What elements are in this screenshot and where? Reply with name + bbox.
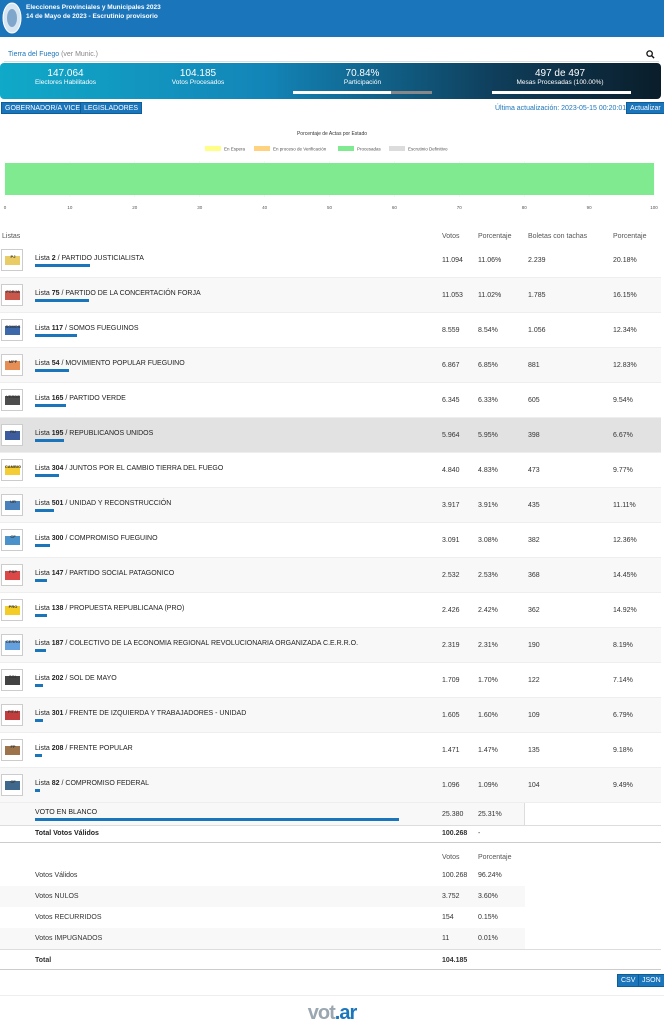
tick-label: 60 xyxy=(391,205,397,210)
mesas-bar-fill xyxy=(492,91,631,94)
header-listas: Listas xyxy=(2,233,21,240)
party-name[interactable]: Lista 165 / PARTIDO VERDE xyxy=(35,395,126,402)
district-search[interactable] xyxy=(4,48,659,62)
summary-votes: 100.268 xyxy=(442,872,468,879)
party-logo xyxy=(1,669,23,691)
party-name[interactable]: Lista 301 / FRENTE DE IZQUIERDA Y TRABAJADORES - UNIDAD xyxy=(35,710,247,717)
table-row[interactable] xyxy=(0,243,661,278)
votes-cell: 2.532 xyxy=(442,572,460,579)
party-name[interactable]: Lista 75 / PARTIDO DE LA CONCERTACIÓN FORJA xyxy=(35,290,201,297)
tachas-percent-cell: 14.92% xyxy=(613,607,637,614)
chart-title: Porcentaje de Actas por Estado xyxy=(296,131,368,137)
tachas-cell: 135 xyxy=(528,747,540,754)
vote-share-bar xyxy=(35,684,43,687)
tachas-cell: 104 xyxy=(528,782,540,789)
tachas-cell: 435 xyxy=(528,502,540,509)
tachas-percent-cell: 7.14% xyxy=(613,677,633,684)
summary-percent: 0.15% xyxy=(478,914,498,921)
tachas-percent-cell: 9.49% xyxy=(613,782,633,789)
legend-swatch xyxy=(389,146,405,151)
summary-label: Votos RECURRIDOS xyxy=(35,914,102,921)
summary-header-porcentaje: Porcentaje xyxy=(478,854,512,861)
party-logo-text: FIT-U xyxy=(8,709,18,714)
percent-cell: 5.95% xyxy=(478,432,498,439)
vote-share-bar xyxy=(35,334,77,337)
summary-votes: 11 xyxy=(442,935,450,942)
tick-label: 20 xyxy=(132,205,138,210)
party-name[interactable]: Lista 82 / COMPROMISO FEDERAL xyxy=(35,780,150,787)
tachas-percent-cell: 9.54% xyxy=(613,397,633,404)
summary-votes: 154 xyxy=(442,914,454,921)
percent-cell: 8.54% xyxy=(478,327,498,334)
votes-cell: 6.867 xyxy=(442,362,460,369)
votes-cell: 2.319 xyxy=(442,642,460,649)
party-logo xyxy=(1,599,23,621)
party-name[interactable]: Lista 501 / UNIDAD Y RECONSTRUCCIÓN xyxy=(35,500,172,507)
footer xyxy=(0,995,664,1024)
total-valid-votes: 100.268 xyxy=(442,830,468,837)
search-icon[interactable] xyxy=(646,50,655,59)
party-logo-text: CAMBIO xyxy=(4,464,22,469)
percent-cell: 4.83% xyxy=(478,467,498,474)
party-name[interactable]: Lista 187 / COLECTIVO DE LA ECONOMIA REGIONAL REVOLUCIONARIA ORGANIZADA C.E.R.R.O. xyxy=(35,640,359,647)
table-row[interactable] xyxy=(0,278,661,313)
percent-cell: 6.33% xyxy=(478,397,498,404)
tachas-cell: 2.239 xyxy=(528,257,546,264)
legend-swatch xyxy=(338,146,354,151)
download-csv-button[interactable]: CSV xyxy=(617,974,639,987)
summary-row xyxy=(0,928,525,949)
total-valid-label: Total Votos Válidos xyxy=(35,830,99,837)
party-logo-text: PRO xyxy=(8,604,18,609)
header-porcentaje: Porcentaje xyxy=(478,233,512,240)
header-votos: Votos xyxy=(442,233,460,240)
tachas-percent-cell: 20.18% xyxy=(613,257,637,264)
party-logo xyxy=(1,564,23,586)
participation-bar-fill xyxy=(293,91,391,94)
tick-label: 40 xyxy=(262,205,268,210)
total-valid-percent: - xyxy=(478,830,481,837)
summary-label: Votos Válidos xyxy=(35,872,78,879)
party-name[interactable]: Lista 195 / REPUBLICANOS UNIDOS xyxy=(35,430,154,437)
party-name[interactable]: Lista 117 / SOMOS FUEGUINOS xyxy=(35,325,139,332)
tachas-cell: 398 xyxy=(528,432,540,439)
party-logo-text: CERRO xyxy=(5,639,21,644)
party-logo-text: SOMOS xyxy=(5,324,21,329)
legend-label: Procesadas xyxy=(357,146,381,152)
vote-share-bar xyxy=(35,649,46,652)
vote-share-bar xyxy=(35,474,59,477)
vote-share-bar xyxy=(35,579,47,582)
tab-gobernador[interactable]: GOBERNADOR/A VICE xyxy=(1,102,84,114)
party-logo-text: RU xyxy=(10,429,16,434)
top-bar xyxy=(0,0,664,37)
summary-header-votos: Votos xyxy=(442,854,460,861)
vote-share-bar xyxy=(35,369,69,372)
votes-cell: 1.709 xyxy=(442,677,460,684)
table-row[interactable] xyxy=(0,733,661,768)
legend-label: En proceso de Verificación xyxy=(273,146,327,152)
vote-share-bar xyxy=(35,509,54,512)
tachas-cell: 190 xyxy=(528,642,540,649)
table-row[interactable] xyxy=(0,698,661,733)
tab-legisladores[interactable]: LEGISLADORES xyxy=(80,102,142,114)
tachas-cell: 1.056 xyxy=(528,327,546,334)
percent-cell: 2.53% xyxy=(478,572,498,579)
party-name[interactable]: Lista 300 / COMPROMISO FUEGUINO xyxy=(35,535,158,542)
summary-percent: 96.24% xyxy=(478,872,502,879)
percent-cell: 3.08% xyxy=(478,537,498,544)
blank-votes-cell: 25.380 xyxy=(442,811,464,818)
votes-cell: 1.096 xyxy=(442,782,460,789)
blank-percent-cell: 25.31% xyxy=(478,811,502,818)
tachas-percent-cell: 12.34% xyxy=(613,327,637,334)
party-logo xyxy=(1,704,23,726)
tachas-percent-cell: 12.36% xyxy=(613,537,637,544)
legend-label: En Espera xyxy=(224,146,246,152)
tick-label: 70 xyxy=(456,205,462,210)
percent-cell: 3.91% xyxy=(478,502,498,509)
summary-stats-panel xyxy=(0,63,661,99)
summary-label: Votos IMPUGNADOS xyxy=(35,935,103,942)
table-row[interactable] xyxy=(0,558,661,593)
party-logo xyxy=(1,424,23,446)
table-row[interactable] xyxy=(0,453,661,488)
election-subtitle: 14 de Mayo de 2023 - Escrutinio provisorio xyxy=(26,13,158,20)
table-row[interactable] xyxy=(0,663,661,698)
tachas-cell: 881 xyxy=(528,362,540,369)
vote-share-bar xyxy=(35,439,64,442)
tachas-cell: 1.785 xyxy=(528,292,546,299)
votes-cell: 3.091 xyxy=(442,537,460,544)
votes-cell: 6.345 xyxy=(442,397,460,404)
tachas-percent-cell: 8.19% xyxy=(613,642,633,649)
party-logo xyxy=(1,284,23,306)
stat-participacion: 70.84% Participación xyxy=(343,68,382,86)
tachas-cell: 605 xyxy=(528,397,540,404)
table-row[interactable] xyxy=(0,383,661,418)
tick-label: 0 xyxy=(3,205,7,210)
percent-cell: 1.47% xyxy=(478,747,498,754)
votes-cell: 2.426 xyxy=(442,607,460,614)
votes-cell: 4.840 xyxy=(442,467,460,474)
summary-total-label: Total xyxy=(35,957,52,964)
party-logo-text: PSP xyxy=(8,569,17,574)
blank-vote-bar xyxy=(35,818,399,821)
vote-share-bar xyxy=(35,789,40,792)
party-logo-text: UR xyxy=(10,499,16,504)
table-row[interactable] xyxy=(0,523,661,558)
table-row[interactable] xyxy=(0,593,661,628)
percent-cell: 2.31% xyxy=(478,642,498,649)
party-logo xyxy=(1,634,23,656)
vote-share-bar xyxy=(35,614,47,617)
legend-swatch xyxy=(254,146,270,151)
summary-label: Votos NULOS xyxy=(35,893,79,900)
party-logo xyxy=(1,319,23,341)
tick-label: 30 xyxy=(197,205,203,210)
tick-label: 80 xyxy=(521,205,527,210)
votes-cell: 3.917 xyxy=(442,502,460,509)
summary-row xyxy=(0,907,525,928)
stat-votos: 104.185 Votos Procesados xyxy=(171,68,225,86)
tachas-percent-cell: 6.79% xyxy=(613,712,633,719)
blank-vote-row xyxy=(0,803,525,825)
tachas-percent-cell: 12.83% xyxy=(613,362,637,369)
tachas-percent-cell: 11.11% xyxy=(613,502,636,509)
table-row[interactable] xyxy=(0,313,661,348)
party-logo xyxy=(1,389,23,411)
header-porcentaje-tachas: Porcentaje xyxy=(613,233,647,240)
votes-cell: 11.094 xyxy=(442,257,463,264)
summary-row xyxy=(0,886,525,907)
tick-label: 10 xyxy=(67,205,73,210)
summary-total-row xyxy=(0,949,661,970)
vote-share-bar xyxy=(35,264,90,267)
party-logo-text: PJ xyxy=(10,254,16,259)
party-logo xyxy=(1,739,23,761)
table-row[interactable] xyxy=(0,488,661,523)
party-logo-text: FP xyxy=(10,744,16,749)
party-name[interactable]: Lista 208 / FRENTE POPULAR xyxy=(35,745,133,752)
tachas-cell: 122 xyxy=(528,677,540,684)
tick-label: 100 xyxy=(650,205,658,210)
summary-total-votes: 104.185 xyxy=(442,957,468,964)
party-logo-text: CF xyxy=(10,779,16,784)
party-logo-text: MPF xyxy=(8,359,18,364)
party-name[interactable]: Lista 202 / SOL DE MAYO xyxy=(35,675,117,682)
party-logo xyxy=(1,459,23,481)
percent-cell: 1.70% xyxy=(478,677,498,684)
tachas-cell: 368 xyxy=(528,572,540,579)
votes-cell: 11.053 xyxy=(442,292,463,299)
party-name[interactable]: Lista 138 / PROPUESTA REPUBLICANA (PRO) xyxy=(35,605,185,612)
party-name[interactable]: Lista 2 / PARTIDO JUSTICIALISTA xyxy=(35,255,144,262)
bar-segment xyxy=(5,163,654,195)
party-logo xyxy=(1,354,23,376)
election-title: Elecciones Provinciales y Municipales 2023 xyxy=(26,4,161,11)
party-logo-text: VERDE xyxy=(6,394,20,399)
table-row[interactable] xyxy=(0,348,661,383)
percent-cell: 1.09% xyxy=(478,782,498,789)
party-logo xyxy=(1,774,23,796)
tachas-cell: 362 xyxy=(528,607,540,614)
vote-share-bar xyxy=(35,299,89,302)
total-valid-row xyxy=(0,825,661,843)
actas-status-chart xyxy=(0,126,664,216)
table-row[interactable] xyxy=(0,628,661,663)
summary-percent: 3.60% xyxy=(478,893,498,900)
legend-label: Escrutinio Definitivo xyxy=(408,146,448,152)
party-name[interactable]: Lista 54 / MOVIMIENTO POPULAR FUEGUINO xyxy=(35,360,185,367)
blank-vote-label: VOTO EN BLANCO xyxy=(35,809,98,816)
percent-cell: 1.60% xyxy=(478,712,498,719)
votes-cell: 8.559 xyxy=(442,327,460,334)
percent-cell: 11.02% xyxy=(478,292,502,299)
summary-votes: 3.752 xyxy=(442,893,460,900)
last-update-text: Última actualización: 2023-05-15 00:20:01 xyxy=(495,105,627,112)
tick-label: 50 xyxy=(326,205,333,210)
summary-row xyxy=(0,865,525,886)
stat-mesas: 497 de 497 Mesas Procesadas (100.00%) xyxy=(516,68,604,86)
district-search-value[interactable]: Tierra del Fuego xyxy=(8,51,60,58)
tachas-cell: 109 xyxy=(528,712,540,719)
tachas-percent-cell: 9.77% xyxy=(613,467,633,474)
tachas-percent-cell: 6.67% xyxy=(613,432,633,439)
table-row[interactable] xyxy=(0,768,661,803)
province-seal-icon xyxy=(2,1,22,35)
percent-cell: 6.85% xyxy=(478,362,498,369)
votes-cell: 1.471 xyxy=(442,747,460,754)
votar-logo: vot.ar xyxy=(307,1002,357,1024)
tachas-cell: 382 xyxy=(528,537,540,544)
summary-percent: 0.01% xyxy=(478,935,498,942)
percent-cell: 11.06% xyxy=(478,257,502,264)
table-row[interactable] xyxy=(0,418,661,453)
party-name[interactable]: Lista 304 / JUNTOS POR EL CAMBIO TIERRA DEL FUEGO xyxy=(35,465,224,472)
tachas-percent-cell: 9.18% xyxy=(613,747,633,754)
tick-label: 90 xyxy=(586,205,592,210)
votes-cell: 5.964 xyxy=(442,432,460,439)
party-logo-text: FORJA xyxy=(6,289,20,294)
view-municipalities-link[interactable]: (ver Munic.) xyxy=(61,51,99,58)
tachas-percent-cell: 16.15% xyxy=(613,292,637,299)
download-json-button[interactable]: JSON xyxy=(638,974,664,987)
legend-swatch xyxy=(205,146,221,151)
vote-share-bar xyxy=(35,754,42,757)
party-logo-text: SOL xyxy=(8,674,18,679)
party-logo xyxy=(1,249,23,271)
party-logo xyxy=(1,494,23,516)
header-boletas-tachas: Boletas con tachas xyxy=(528,233,588,240)
votes-cell: 1.605 xyxy=(442,712,460,719)
party-name[interactable]: Lista 147 / PARTIDO SOCIAL PATAGONICO xyxy=(35,570,175,577)
refresh-button[interactable]: Actualizar xyxy=(626,102,664,114)
tachas-percent-cell: 14.45% xyxy=(613,572,637,579)
party-logo-text: CF xyxy=(10,534,16,539)
party-logo xyxy=(1,529,23,551)
stat-electores: 147.064 Electores Habilitados xyxy=(34,68,97,86)
tachas-cell: 473 xyxy=(528,467,540,474)
vote-share-bar xyxy=(35,719,43,722)
vote-share-bar xyxy=(35,544,50,547)
percent-cell: 2.42% xyxy=(478,607,498,614)
vote-share-bar xyxy=(35,404,66,407)
